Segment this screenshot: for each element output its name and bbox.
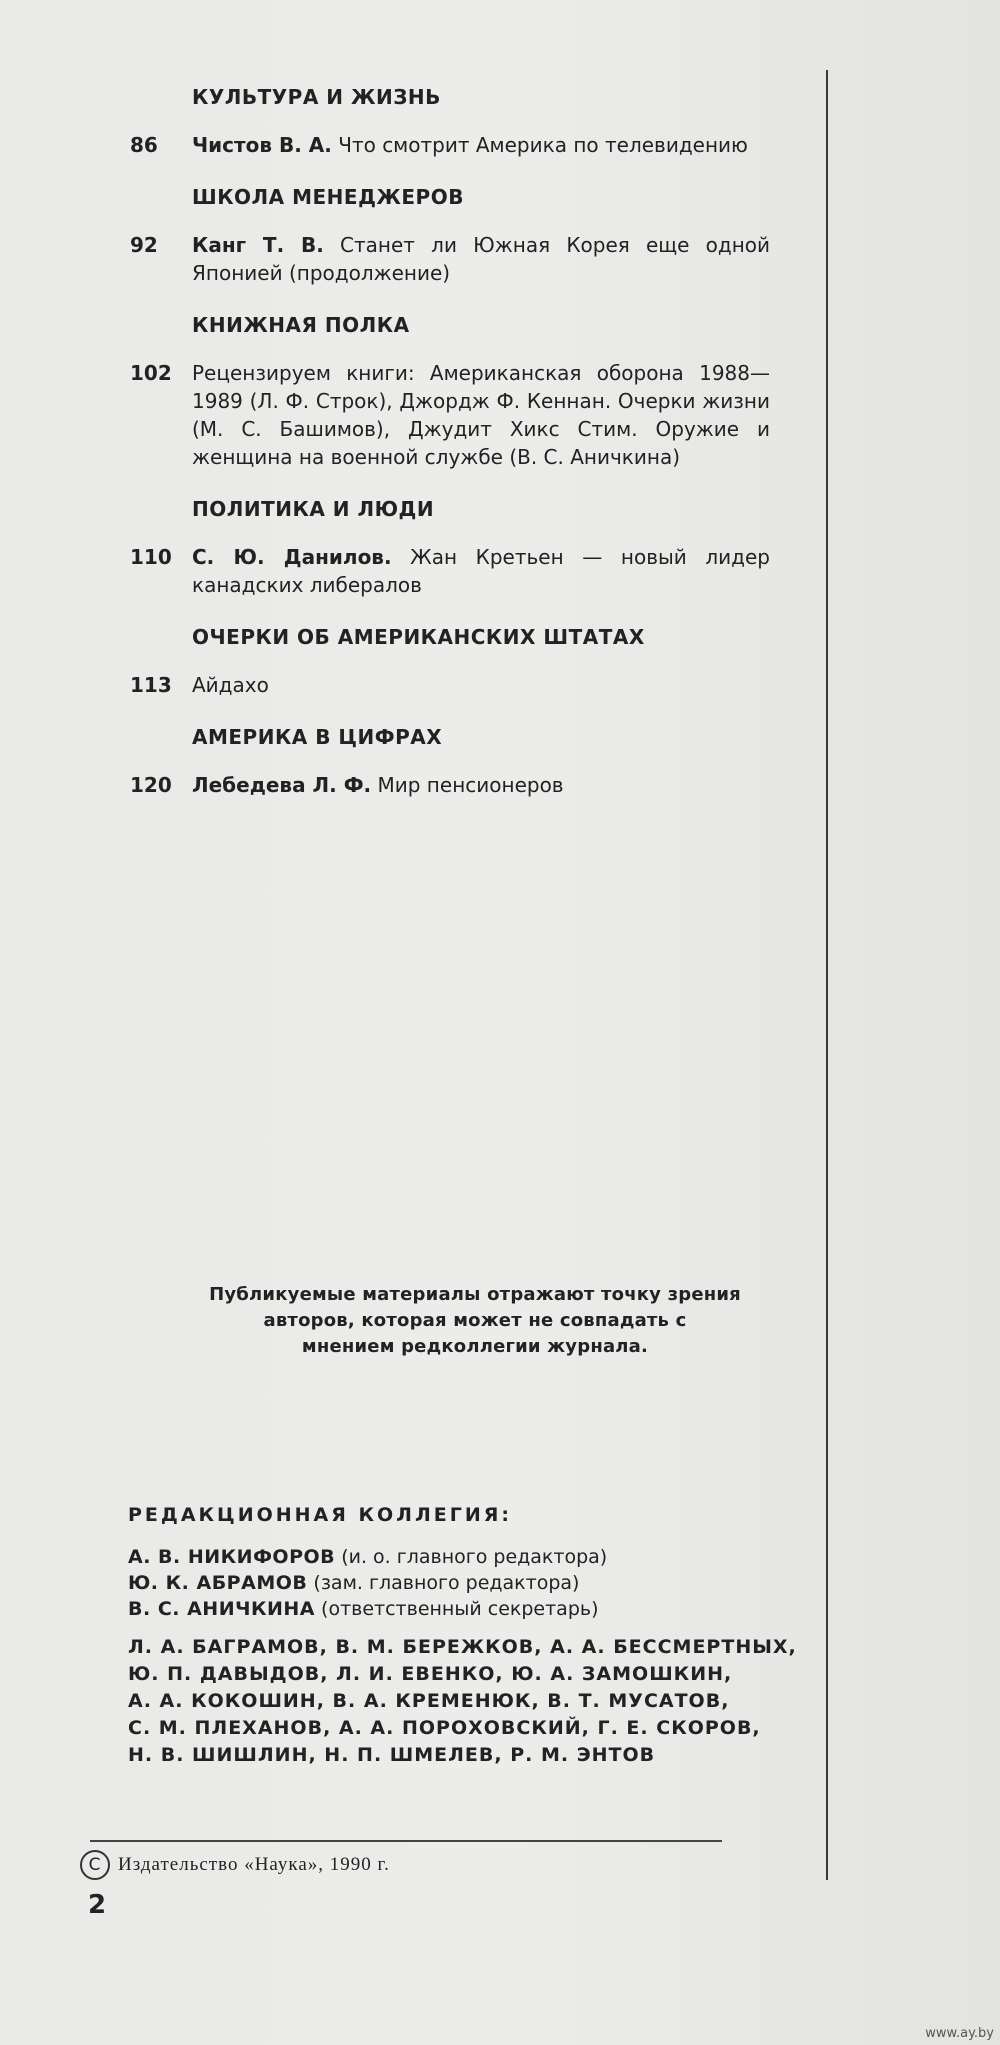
- editorial-board: [128, 1504, 797, 1769]
- board-role-line: [128, 1596, 768, 1622]
- toc-entry-text: [192, 231, 770, 287]
- toc-entry: [130, 231, 770, 287]
- toc-page-number: 110: [130, 545, 172, 569]
- toc-entry-text: [192, 771, 770, 799]
- toc-page-number: 113: [130, 673, 172, 697]
- board-members-line: А. А. КОКОШИН, В. А. КРЕМЕНЮК, В. Т. МУСАТОВ,: [128, 1690, 730, 1712]
- board-role-title: (ответственный секретарь): [321, 1598, 599, 1620]
- toc-section-heading: ПОЛИТИКА И ЛЮДИ: [192, 497, 435, 521]
- toc-page-number: 92: [130, 233, 158, 257]
- toc-title: Жан Кретьен — новый лидер канадских либералов: [192, 545, 770, 597]
- toc-entry: [130, 131, 770, 159]
- toc-section-heading: ШКОЛА МЕНЕДЖЕРОВ: [192, 185, 464, 209]
- toc-entry-text: [192, 359, 770, 471]
- toc-title: Мир пенсионеров: [377, 773, 564, 797]
- board-role-title: (зам. главного редактора): [313, 1572, 580, 1594]
- toc-title: Айдахо: [192, 673, 269, 697]
- watermark: www.ay.by: [925, 2026, 994, 2041]
- toc-title: Станет ли Южная Корея еще одной Японией (продолжение): [192, 233, 771, 285]
- toc-page-number: 120: [130, 773, 172, 797]
- board-members-line: Н. В. ШИШЛИН, Н. П. ШМЕЛЕВ, Р. М. ЭНТОВ: [128, 1744, 656, 1766]
- toc-author: Чистов В. А.: [192, 133, 332, 157]
- toc-section-heading: КНИЖНАЯ ПОЛКА: [192, 313, 410, 337]
- toc-entry: [130, 671, 770, 699]
- toc-author: С. Ю. Данилов.: [192, 545, 392, 569]
- toc-entry-text: [192, 671, 770, 699]
- table-of-contents: [130, 85, 770, 825]
- toc-title: Что смотрит Америка по телевидению: [338, 133, 748, 157]
- toc-entry: [130, 771, 770, 799]
- board-role-name: А. В. НИКИФОРОВ: [128, 1546, 336, 1568]
- column-divider: [826, 70, 828, 1880]
- toc-section-heading: ОЧЕРКИ ОБ АМЕРИКАНСКИХ ШТАТАХ: [192, 625, 645, 649]
- toc-entry: [130, 543, 770, 599]
- board-members-line: Л. А. БАГРАМОВ, В. М. БЕРЕЖКОВ, А. А. БЕССМЕРТНЫХ,: [128, 1636, 797, 1658]
- page-number: 2: [88, 1890, 107, 1920]
- board-role-name: В. С. АНИЧКИНА: [128, 1598, 315, 1620]
- board-role-name: Ю. К. АБРАМОВ: [128, 1572, 308, 1594]
- board-members-line: Ю. П. ДАВЫДОВ, Л. И. ЕВЕНКО, Ю. А. ЗАМОШКИН,: [128, 1663, 733, 1685]
- toc-section-heading: АМЕРИКА В ЦИФРАХ: [192, 725, 443, 749]
- toc-section-heading: КУЛЬТУРА И ЖИЗНЬ: [192, 85, 441, 109]
- disclaimer: [180, 1282, 770, 1360]
- toc-entry-text: [192, 131, 770, 159]
- toc-entry: [130, 359, 770, 471]
- toc-page-number: 102: [130, 361, 172, 385]
- copyright-notice: [80, 1850, 390, 1880]
- toc-page-number: 86: [130, 133, 158, 157]
- board-members: [128, 1634, 797, 1769]
- board-role-title: (и. о. главного редактора): [341, 1546, 608, 1568]
- board-role-line: [128, 1570, 768, 1596]
- board-members-line: С. М. ПЛЕХАНОВ, А. А. ПОРОХОВСКИЙ, Г. Е. СКОРОВ,: [128, 1717, 761, 1739]
- horizontal-rule: [90, 1840, 722, 1842]
- disclaimer-line: Публикуемые материалы отражают точку зрения: [209, 1284, 741, 1305]
- toc-author: Лебедева Л. Ф.: [192, 773, 372, 797]
- toc-title: Рецензируем книги: Американская оборона 1988—1989 (Л. Ф. Строк), Джордж Ф. Кеннан. Очерки жизни (М. С. Башимов), Джудит Хикс Стим. Оружие и женщина на военной службе (В. С. Аничкина): [192, 361, 770, 469]
- disclaimer-line: авторов, которая может не совпадать с: [263, 1310, 687, 1331]
- copyright-icon: C: [80, 1850, 110, 1880]
- copyright-text: Издательство «Наука», 1990 г.: [118, 1854, 390, 1875]
- board-role-line: [128, 1544, 768, 1570]
- toc-author: Канг Т. В.: [192, 233, 324, 257]
- toc-entry-text: [192, 543, 770, 599]
- disclaimer-line: мнением редколлегии журнала.: [301, 1336, 649, 1357]
- editorial-board-title: РЕДАКЦИОННАЯ КОЛЛЕГИЯ:: [128, 1504, 512, 1526]
